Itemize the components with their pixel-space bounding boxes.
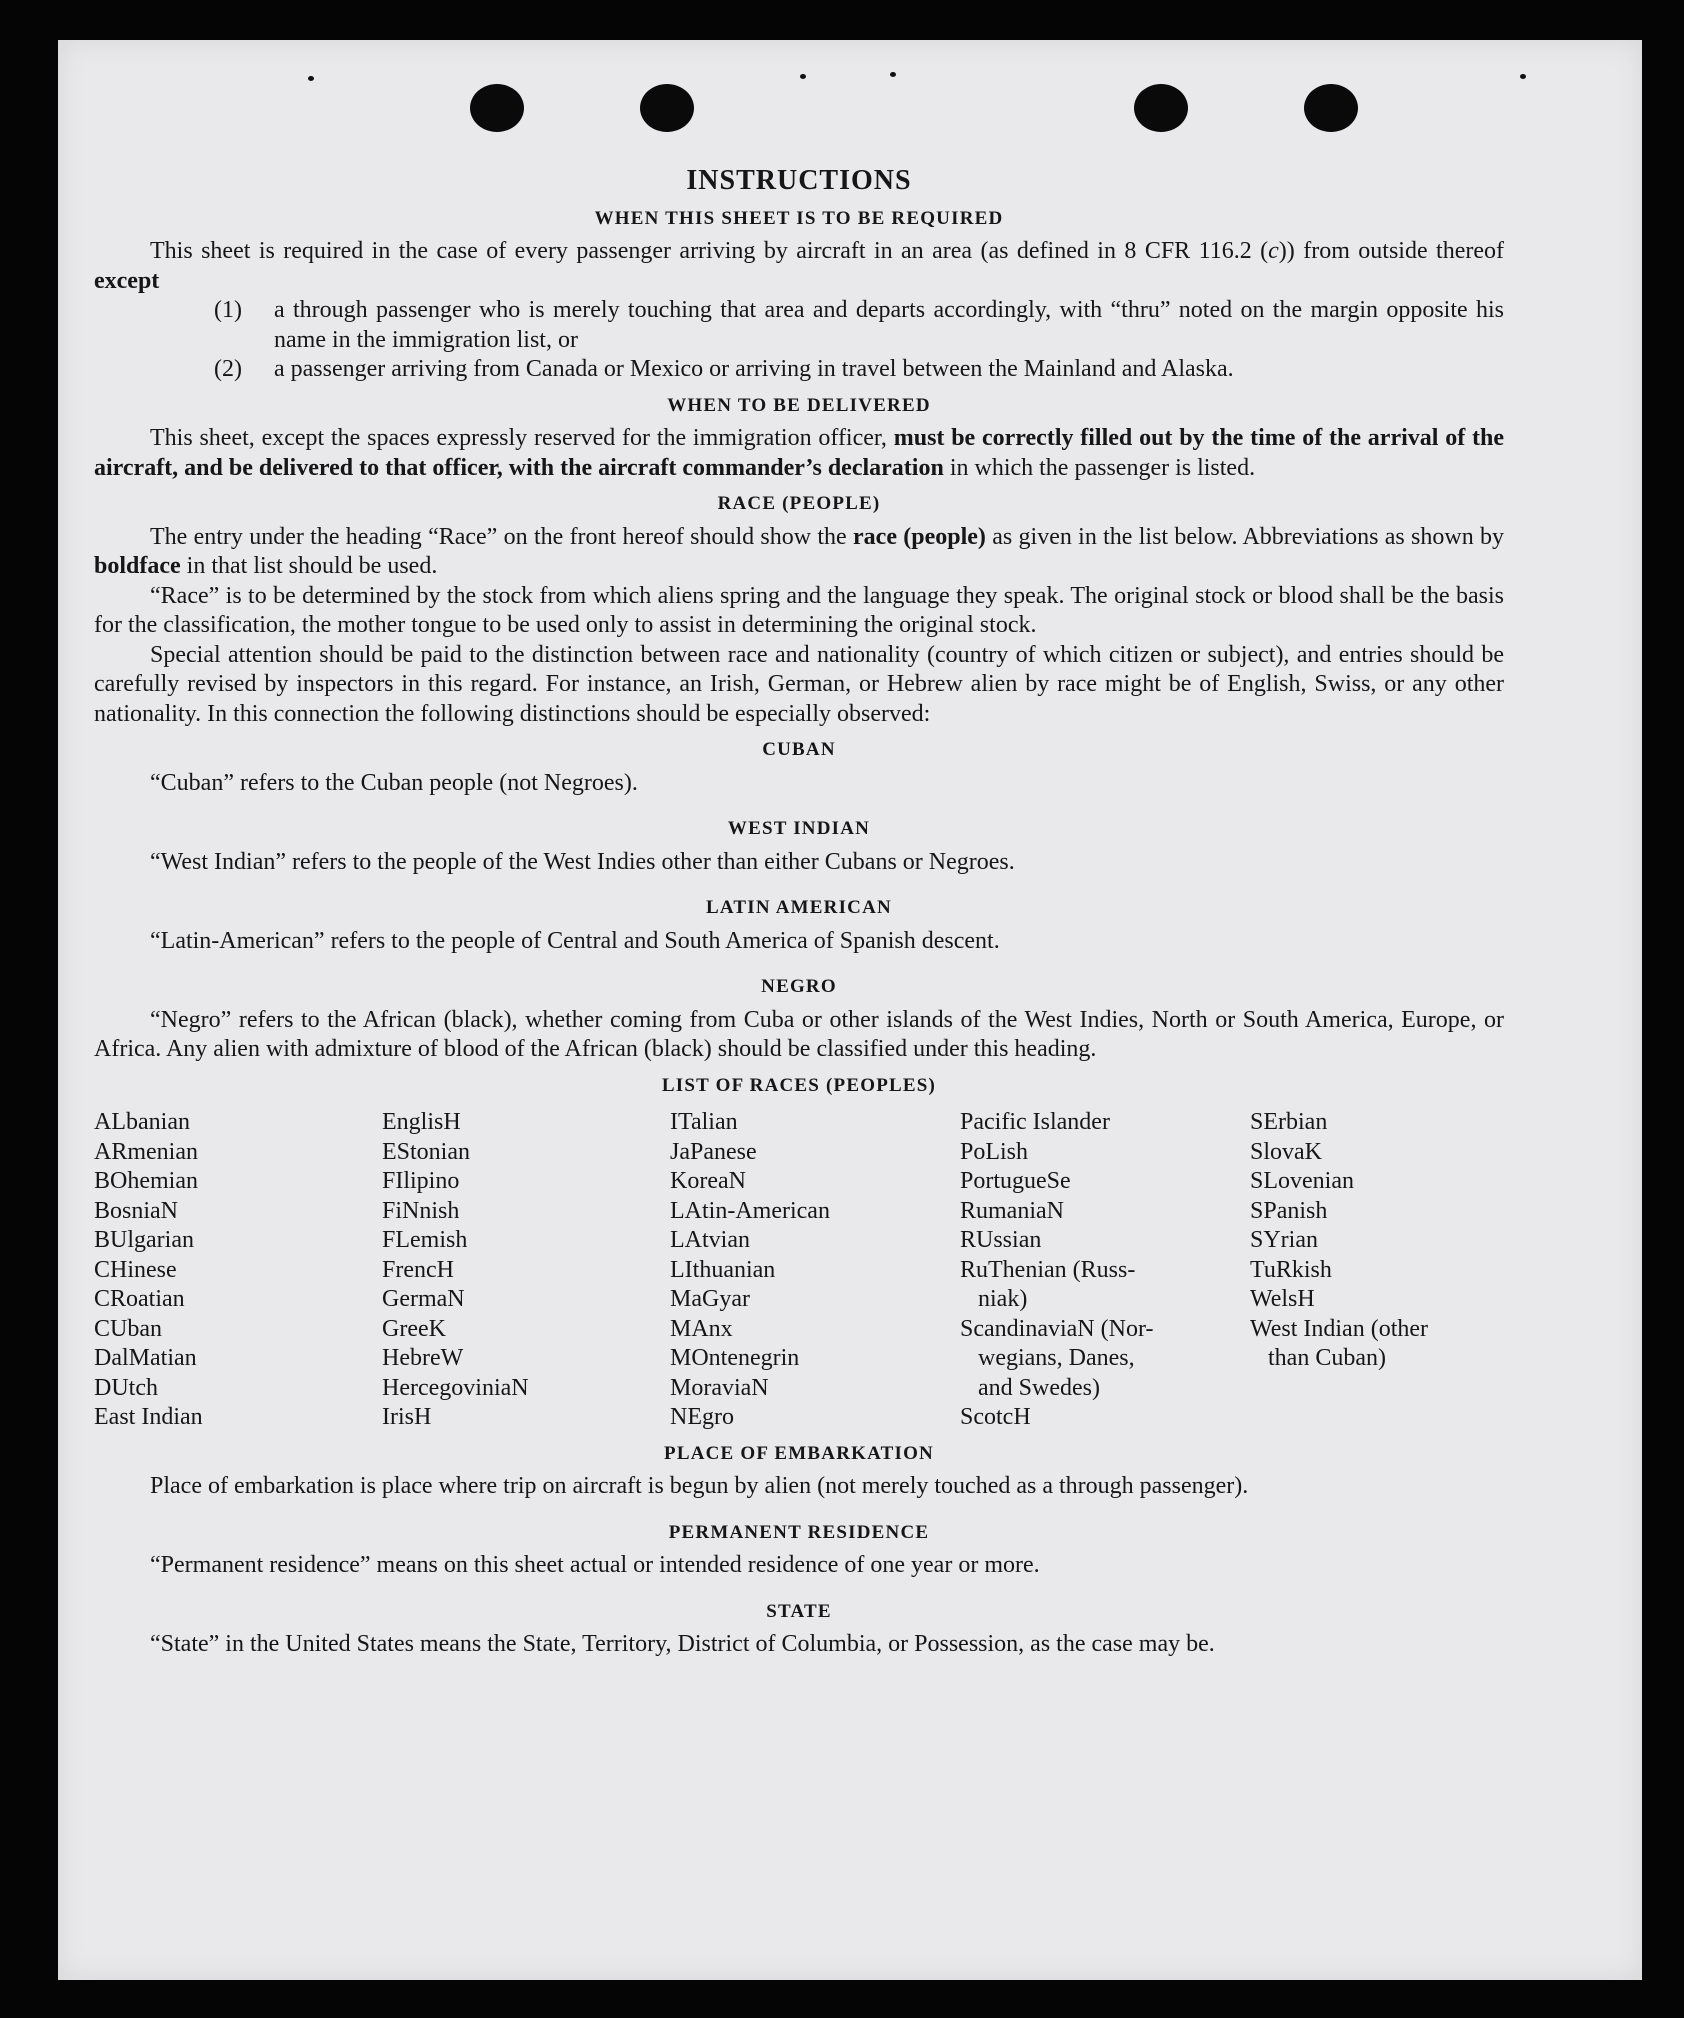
race-para-1: The entry under the heading “Race” on the front hereof should show the race (people) as given in the list below. Abbreviations as shown by boldface in that list should be used. bbox=[94, 523, 1505, 579]
heading-embarkation: PLACE OF EMBARKATION bbox=[664, 1442, 934, 1464]
punch-hole bbox=[1134, 84, 1188, 132]
race-entry: MaGyar bbox=[670, 1286, 750, 1312]
race-column-3 bbox=[670, 1108, 960, 1433]
latin-american-text: “Latin-American” refers to the people of Central and South America of Spanish descent. bbox=[150, 927, 1000, 954]
race-entry: Pacific Islander bbox=[960, 1109, 1110, 1135]
race-entry: NEgro bbox=[670, 1404, 734, 1430]
punch-hole bbox=[470, 84, 524, 132]
heading-cuban: CUBAN bbox=[762, 739, 836, 760]
race-entry: TuRkish bbox=[1250, 1256, 1332, 1283]
race-entry: HercegoviniaN bbox=[382, 1374, 529, 1401]
race-entry: RUssian bbox=[960, 1227, 1042, 1253]
cuban-text: “Cuban” refers to the Cuban people (not Negroes). bbox=[150, 769, 638, 796]
race-entry: West Indian (other bbox=[1250, 1315, 1429, 1342]
race-entry: MAnx bbox=[670, 1315, 733, 1342]
heading-west-indian: WEST INDIAN bbox=[727, 818, 871, 839]
race-entry: GermaN bbox=[382, 1286, 465, 1312]
race-entry: EnglisH bbox=[382, 1109, 461, 1135]
race-entry: BosniaN bbox=[94, 1197, 178, 1224]
race-para-2: “Race” is to be determined by the stock from which aliens spring and the language they speak. The original stock or blood shall be the basis for the classification, the mother tongue to be used only to assist in determining the original stock. bbox=[94, 582, 1504, 638]
heading-delivered: WHEN TO BE DELIVERED bbox=[667, 394, 931, 416]
race-entry: East Indian bbox=[94, 1404, 203, 1430]
required-item-1: (1) a through passenger who is merely touching that area and departs accordingly, with “thru” noted on the margin opposite his name in the immigration list, or bbox=[214, 297, 1504, 353]
race-entry: PoLish bbox=[960, 1138, 1029, 1165]
heading-list-of-races: LIST OF RACES (PEOPLES) bbox=[661, 1074, 937, 1096]
race-entry: RuThenian (Russ- bbox=[960, 1256, 1136, 1283]
required-item-2: (2) a passenger arriving from Canada or Mexico or arriving in travel between the Mainland and Alaska. bbox=[214, 356, 1234, 382]
race-entry: SLovenian bbox=[1250, 1168, 1354, 1194]
residence-text: “Permanent residence” means on this sheet actual or intended residence of one year or more. bbox=[150, 1552, 1040, 1578]
embarkation-text: Place of embarkation is place where trip on aircraft is begun by alien (not merely touched as a through passenger). bbox=[150, 1473, 1249, 1499]
race-para-3: Special attention should be paid to the distinction between race and nationality (country of which citizen or subject), and entries should be carefully revised by inspectors in this regard. For instance, an Irish, German, or Hebrew alien by race might be of English, Swiss, or any other nationality. In this connection the following distinctions should be especially observed: bbox=[94, 641, 1504, 727]
race-entry: LAtvian bbox=[670, 1227, 750, 1253]
race-entry: SYrian bbox=[1250, 1227, 1318, 1253]
race-entry: SErbian bbox=[1250, 1109, 1328, 1135]
state-text: “State” in the United States means the State, Territory, District of Columbia, or Possession, as the case may be. bbox=[150, 1631, 1215, 1657]
heading-required: WHEN THIS SHEET IS TO BE REQUIRED bbox=[594, 207, 1004, 229]
race-entry: ScotcH bbox=[960, 1404, 1031, 1430]
heading-state: STATE bbox=[766, 1600, 832, 1622]
document-sheet bbox=[58, 40, 1642, 1980]
race-entry: HebreW bbox=[382, 1345, 464, 1371]
race-entry: ALbanian bbox=[94, 1109, 190, 1135]
race-entry: BOhemian bbox=[94, 1168, 198, 1194]
heading-race: RACE (PEOPLE) bbox=[717, 493, 881, 514]
race-entry: SPanish bbox=[1250, 1197, 1328, 1224]
race-entry: niak) bbox=[960, 1286, 1028, 1312]
race-entry: LIthuanian bbox=[670, 1256, 776, 1283]
race-column-5 bbox=[1250, 1108, 1500, 1433]
race-column-1 bbox=[94, 1108, 382, 1433]
race-entry: GreeK bbox=[382, 1315, 446, 1342]
delivered-text: This sheet, except the spaces expressly reserved for the immigration officer, must be correctly filled out by the time of the arrival of the aircraft, and be delivered to that officer, with the aircraft commander’s declaration in which the passenger is listed. bbox=[94, 425, 1505, 481]
instructions-content bbox=[94, 166, 1504, 1660]
race-entry: than Cuban) bbox=[1250, 1345, 1386, 1371]
race-entry: DUtch bbox=[94, 1374, 158, 1401]
heading-residence: PERMANENT RESIDENCE bbox=[668, 1521, 930, 1543]
race-entry: JaPanese bbox=[670, 1138, 757, 1165]
race-entry: FLemish bbox=[382, 1227, 468, 1253]
race-entry: CRoatian bbox=[94, 1286, 185, 1312]
race-entry: ScandinaviaN (Nor- bbox=[960, 1315, 1154, 1342]
punch-hole bbox=[1304, 84, 1358, 132]
race-entry: FrencH bbox=[382, 1256, 454, 1283]
race-entry: MOntenegrin bbox=[670, 1345, 800, 1371]
race-entry: DalMatian bbox=[94, 1345, 197, 1371]
west-indian-text: “West Indian” refers to the people of the West Indies other than either Cubans or Negroes. bbox=[150, 848, 1015, 875]
race-entry: KoreaN bbox=[670, 1168, 746, 1194]
race-entry: MoraviaN bbox=[670, 1374, 769, 1401]
race-entry: CUban bbox=[94, 1315, 162, 1342]
speck bbox=[1520, 74, 1526, 79]
race-entry: CHinese bbox=[94, 1256, 177, 1283]
race-entry: LAtin-American bbox=[670, 1197, 830, 1224]
punch-hole bbox=[640, 84, 694, 132]
race-entry: ARmenian bbox=[94, 1138, 198, 1165]
race-entry: ITalian bbox=[670, 1109, 738, 1135]
negro-text: “Negro” refers to the African (black), whether coming from Cuba or other islands of the West Indies, North or South America, Europe, or Africa. Any alien with admixture of blood of the African (black) should be classified under this heading. bbox=[94, 1006, 1504, 1062]
race-column-4 bbox=[960, 1108, 1250, 1433]
speck bbox=[890, 72, 896, 77]
heading-negro: NEGRO bbox=[761, 976, 837, 997]
race-entry: and Swedes) bbox=[960, 1374, 1100, 1401]
speck bbox=[308, 76, 314, 81]
page-title: INSTRUCTIONS bbox=[686, 165, 912, 196]
heading-latin-american: LATIN AMERICAN bbox=[706, 897, 892, 918]
race-entry: wegians, Danes, bbox=[960, 1345, 1135, 1371]
race-entry: FIlipino bbox=[382, 1168, 460, 1194]
race-entry: EStonian bbox=[382, 1138, 470, 1165]
race-entry: SlovaK bbox=[1250, 1138, 1322, 1165]
race-column-2 bbox=[382, 1108, 670, 1433]
required-intro: This sheet is required in the case of every passenger arriving by aircraft in an area (as defined in 8 CFR 116.2 (c)) from outside thereof except bbox=[94, 238, 1504, 294]
race-entry: RumaniaN bbox=[960, 1197, 1064, 1224]
speck bbox=[800, 74, 806, 79]
race-list bbox=[94, 1108, 1504, 1433]
race-entry: IrisH bbox=[382, 1404, 432, 1430]
race-entry: FiNnish bbox=[382, 1197, 460, 1224]
race-entry: BUlgarian bbox=[94, 1227, 194, 1253]
race-entry: PortugueSe bbox=[960, 1168, 1071, 1194]
race-entry: WelsH bbox=[1250, 1286, 1315, 1312]
